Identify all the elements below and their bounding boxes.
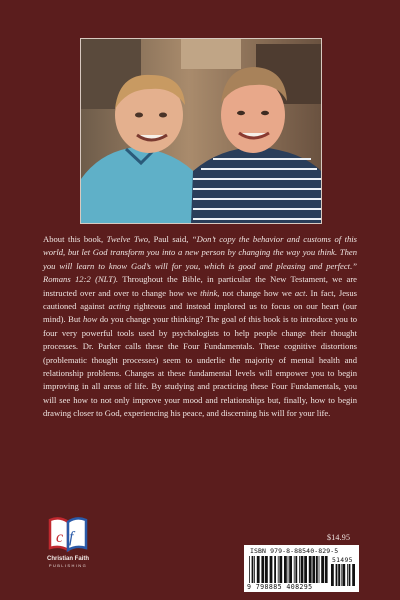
author-photo [80, 38, 322, 224]
isbn-number: ISBN 979-8-88540-829-5 [250, 547, 339, 555]
blurb-text: About this book, [43, 234, 107, 244]
blurb-text: . In fact, Jesus cautioned against [43, 287, 357, 312]
blurb-text: , not change how we [217, 287, 295, 298]
addon-bars [331, 564, 355, 588]
publisher-logo [40, 514, 96, 586]
blurb-book-title: Twelve Two, [106, 234, 151, 244]
ean-digits: 9 798885 408295 [247, 583, 313, 591]
svg-text:f: f [69, 529, 74, 546]
blurb-text: Paul said, [150, 234, 192, 244]
logo-letters: c [56, 529, 64, 546]
book-description [43, 233, 357, 421]
publisher-subtitle: PUBLISHING [48, 563, 88, 568]
blurb-emphasis: acting [108, 301, 131, 312]
blurb-text: do you change your thinking? The goal of this book is to introduce you to four very powerful tools used by psychologists to help people change their thought processes. Dr. Parker calls these the Four Fundamentals. These cognitive distortions (problematic thought processes) seem to underlie the majority of mental health and relationship problems. Changes at these fundamental levels will empower you to begin improving in all areas of life. By studying and practicing these Four Fundamentals, you will see how to not only improve your mood and relationships but, finally, how to begin drawing closer to God, experiencing his peace, and discerning his will for your life. [43, 314, 358, 419]
photo-image [81, 39, 321, 223]
price-label: $14.95 [327, 533, 351, 542]
blurb-emphasis: act [294, 287, 306, 298]
book-logo-icon [46, 514, 90, 554]
isbn-barcode [244, 545, 359, 592]
publisher-name: Christian Faith [46, 556, 89, 562]
ean-bars [249, 556, 329, 583]
blurb-text: Throughout the Bible, in particular the New Testament, we are instructed over and over to change how we [43, 274, 357, 298]
price-addon-digits: 51495 [332, 556, 353, 564]
blurb-emphasis: think [200, 287, 218, 298]
blurb-text: righteous and instead implored us to focus on our heart (our mind). But [43, 301, 358, 325]
blurb-scripture-quote: “Don’t copy the behavior and customs of this world, but let God transform you into a new person by changing the way you think. Then you will learn to know God’s will for you, which is good and pleasing and perfect.” Romans 12:2 (NLT). [43, 234, 358, 285]
blurb-emphasis: how [82, 314, 98, 325]
